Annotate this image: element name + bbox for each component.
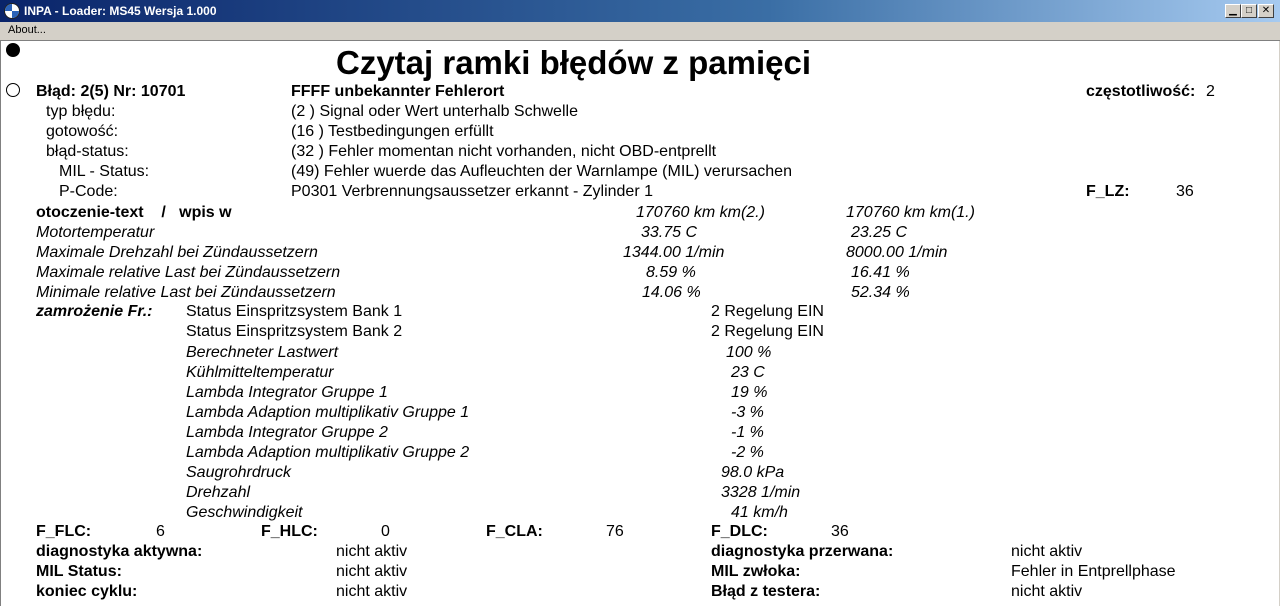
frequency-label: częstotliwość: bbox=[1086, 83, 1196, 100]
freeze-row-label: Lambda Integrator Gruppe 1 bbox=[186, 384, 388, 401]
environment-col1-header: 170760 km km(2.) bbox=[636, 204, 765, 221]
freeze-row-label: Kühlmitteltemperatur bbox=[186, 364, 334, 381]
radio-selected[interactable] bbox=[6, 43, 20, 57]
menu-about[interactable]: About... bbox=[8, 24, 46, 36]
environment-row-value2: 8000.00 1/min bbox=[846, 244, 948, 261]
error-row-label: błąd-status: bbox=[46, 143, 129, 160]
freeze-row-value: 23 C bbox=[731, 364, 765, 381]
fcla-label: F_CLA: bbox=[486, 523, 543, 540]
error-row-value: (16 ) Testbedingungen erfüllt bbox=[291, 123, 494, 140]
fhlc-label: F_HLC: bbox=[261, 523, 318, 540]
minimize-icon: ▁ bbox=[1229, 5, 1237, 16]
fcla-value: 76 bbox=[606, 523, 624, 540]
environment-row-label: Minimale relative Last bei Zündaussetzern bbox=[36, 284, 336, 301]
content-area bbox=[0, 41, 1279, 606]
fflc-value: 6 bbox=[156, 523, 165, 540]
fdlc-value: 36 bbox=[831, 523, 849, 540]
mil-delay-value: Fehler in Entprellphase bbox=[1011, 563, 1176, 580]
error-row-value: (2 ) Signal oder Wert unterhalb Schwelle bbox=[291, 103, 578, 120]
freeze-row-value: 19 % bbox=[731, 384, 768, 401]
freeze-row-value: 98.0 kPa bbox=[721, 464, 785, 481]
error-row-value: P0301 Verbrennungsaussetzer erkannt - Zylinder 1 bbox=[291, 183, 653, 200]
diag-interrupted-value: nicht aktiv bbox=[1011, 543, 1083, 560]
fhlc-value: 0 bbox=[381, 523, 390, 540]
maximize-icon: □ bbox=[1245, 5, 1253, 16]
environment-row-value1: 33.75 C bbox=[641, 224, 698, 241]
freeze-row-label: Lambda Adaption multiplikativ Gruppe 2 bbox=[186, 444, 470, 461]
tester-error-value: nicht aktiv bbox=[1011, 583, 1083, 600]
cycle-end-value: nicht aktiv bbox=[336, 583, 408, 600]
close-icon: ✕ bbox=[1261, 5, 1271, 16]
freeze-row-label: Status Einspritzsystem Bank 1 bbox=[186, 303, 403, 320]
fdlc-label: F_DLC: bbox=[711, 523, 768, 540]
freeze-row-label: Saugrohrdruck bbox=[186, 464, 291, 481]
freeze-row-label: Berechneter Lastwert bbox=[186, 344, 339, 361]
close-button[interactable] bbox=[1258, 4, 1274, 18]
error-row-label: P-Code: bbox=[59, 183, 118, 200]
flz-value: 36 bbox=[1176, 183, 1194, 200]
freeze-row-label: Lambda Adaption multiplikativ Gruppe 1 bbox=[186, 404, 470, 421]
error-row-label: gotowość: bbox=[46, 123, 119, 140]
flz-label: F_LZ: bbox=[1086, 183, 1130, 200]
freeze-row-value: -1 % bbox=[731, 424, 764, 441]
environment-row-label: Maximale relative Last bei Zündaussetzern bbox=[36, 264, 341, 281]
freeze-row-label: Status Einspritzsystem Bank 2 bbox=[186, 323, 403, 340]
error-description: FFFF unbekannter Fehlerort bbox=[291, 83, 505, 100]
minimize-button[interactable] bbox=[1225, 4, 1241, 18]
mil-delay-label: MIL zwłoka: bbox=[711, 563, 801, 580]
environment-row-value2: 23.25 C bbox=[851, 224, 908, 241]
freeze-row-label: Drehzahl bbox=[186, 484, 251, 501]
freeze-row-label: Lambda Integrator Gruppe 2 bbox=[186, 424, 388, 441]
error-row-label: MIL - Status: bbox=[59, 163, 150, 180]
environment-row-value1: 8.59 % bbox=[646, 264, 696, 281]
mil-status-value: nicht aktiv bbox=[336, 563, 408, 580]
freeze-row-value: 2 Regelung EIN bbox=[711, 303, 824, 320]
maximize-button[interactable] bbox=[1241, 4, 1257, 18]
freeze-label: zamrożenie Fr.: bbox=[36, 303, 153, 320]
mil-status-label: MIL Status: bbox=[36, 563, 122, 580]
title-bar bbox=[0, 0, 1280, 22]
error-row-value: (32 ) Fehler momentan nicht vorhanden, nicht OBD-entprellt bbox=[291, 143, 717, 160]
diag-active-label: diagnostyka aktywna: bbox=[36, 543, 203, 560]
environment-row-label: Maximale Drehzahl bei Zündaussetzern bbox=[36, 244, 318, 261]
menu-bar bbox=[0, 22, 1280, 41]
tester-error-label: Błąd z testera: bbox=[711, 583, 821, 600]
environment-header: otoczenie-text / wpis w bbox=[36, 204, 232, 221]
freeze-row-value: 100 % bbox=[726, 344, 772, 361]
freeze-row-value: 2 Regelung EIN bbox=[711, 323, 824, 340]
error-row-label: typ błędu: bbox=[46, 103, 116, 120]
radio-unselected[interactable] bbox=[6, 83, 20, 97]
environment-row-value1: 1344.00 1/min bbox=[623, 244, 725, 261]
bmw-logo-icon bbox=[4, 3, 20, 19]
freeze-row-label: Geschwindigkeit bbox=[186, 504, 303, 521]
fflc-label: F_FLC: bbox=[36, 523, 92, 540]
cycle-end-label: koniec cyklu: bbox=[36, 583, 138, 600]
freeze-row-value: -2 % bbox=[731, 444, 764, 461]
freeze-row-value: 41 km/h bbox=[731, 504, 788, 521]
frequency-value: 2 bbox=[1206, 83, 1215, 100]
diag-active-value: nicht aktiv bbox=[336, 543, 408, 560]
environment-col2-header: 170760 km km(1.) bbox=[846, 204, 975, 221]
freeze-row-value: -3 % bbox=[731, 404, 764, 421]
environment-row-value2: 52.34 % bbox=[851, 284, 910, 301]
environment-row-value1: 14.06 % bbox=[642, 284, 701, 301]
page-title: Czytaj ramki błędów z pamięci bbox=[336, 44, 811, 81]
error-header: Błąd: 2(5) Nr: 10701 bbox=[36, 83, 186, 100]
freeze-row-value: 3328 1/min bbox=[721, 484, 801, 501]
environment-row-value2: 16.41 % bbox=[851, 264, 910, 281]
window-title: INPA - Loader: MS45 Wersja 1.000 bbox=[24, 4, 217, 18]
diag-interrupted-label: diagnostyka przerwana: bbox=[711, 543, 894, 560]
environment-row-label: Motortemperatur bbox=[36, 224, 155, 241]
error-row-value: (49) Fehler wuerde das Aufleuchten der Warnlampe (MIL) verursachen bbox=[291, 163, 792, 180]
